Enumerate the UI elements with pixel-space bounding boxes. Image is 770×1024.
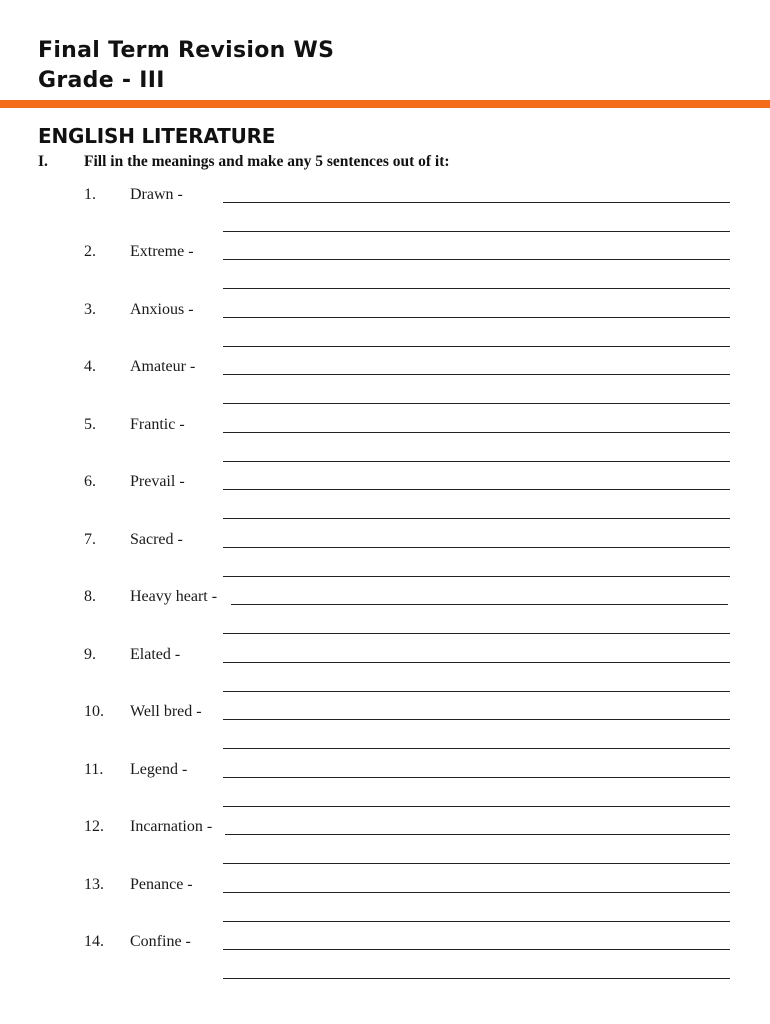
item-word: Heavy heart -: [130, 588, 218, 605]
item-word: Elated -: [130, 646, 181, 663]
meaning-answer-line[interactable]: [223, 949, 730, 950]
item-number: 3.: [84, 301, 96, 318]
vocabulary-item: [0, 243, 770, 299]
vocabulary-item: [0, 933, 770, 989]
meaning-answer-line[interactable]: [223, 489, 730, 490]
meaning-answer-line[interactable]: [223, 317, 730, 318]
vocabulary-item: [0, 646, 770, 702]
item-number: 6.: [84, 473, 96, 490]
sentence-answer-line[interactable]: [223, 921, 730, 922]
item-number: 7.: [84, 531, 96, 548]
meaning-answer-line[interactable]: [225, 834, 730, 835]
meaning-answer-line[interactable]: [223, 202, 730, 203]
sentence-answer-line[interactable]: [223, 691, 730, 692]
meaning-answer-line[interactable]: [223, 662, 730, 663]
vocabulary-item: [0, 358, 770, 414]
vocabulary-item: [0, 703, 770, 759]
vocabulary-item: [0, 588, 770, 644]
instruction-text: Fill in the meanings and make any 5 sentences out of it:: [84, 153, 450, 170]
item-word: Incarnation -: [130, 818, 213, 835]
item-number: 1.: [84, 186, 96, 203]
item-number: 13.: [84, 876, 104, 893]
vocabulary-item: [0, 416, 770, 472]
item-word: Legend -: [130, 761, 188, 778]
item-word: Sacred -: [130, 531, 183, 548]
meaning-answer-line[interactable]: [223, 432, 730, 433]
item-number: 12.: [84, 818, 104, 835]
subject-heading: ENGLISH LITERATURE: [38, 124, 276, 148]
sentence-answer-line[interactable]: [223, 748, 730, 749]
question-number: I.: [38, 153, 48, 170]
sentence-answer-line[interactable]: [223, 288, 730, 289]
sentence-answer-line[interactable]: [223, 461, 730, 462]
sentence-answer-line[interactable]: [223, 518, 730, 519]
meaning-answer-line[interactable]: [223, 374, 730, 375]
item-word: Confine -: [130, 933, 191, 950]
header-divider-bar: [0, 100, 770, 108]
vocabulary-item: [0, 301, 770, 357]
vocabulary-item: [0, 531, 770, 587]
item-word: Amateur -: [130, 358, 196, 375]
item-word: Penance -: [130, 876, 193, 893]
item-word: Frantic -: [130, 416, 185, 433]
item-word: Anxious -: [130, 301, 194, 318]
item-number: 5.: [84, 416, 96, 433]
item-number: 2.: [84, 243, 96, 260]
item-number: 10.: [84, 703, 104, 720]
meaning-answer-line[interactable]: [223, 777, 730, 778]
vocabulary-item: [0, 876, 770, 932]
meaning-answer-line[interactable]: [231, 604, 728, 605]
item-number: 8.: [84, 588, 96, 605]
meaning-answer-line[interactable]: [223, 719, 730, 720]
sentence-answer-line[interactable]: [223, 863, 730, 864]
sentence-answer-line[interactable]: [223, 806, 730, 807]
item-word: Drawn -: [130, 186, 183, 203]
sentence-answer-line[interactable]: [223, 576, 730, 577]
sentence-answer-line[interactable]: [223, 346, 730, 347]
worksheet-title: Final Term Revision WS: [38, 38, 335, 63]
sentence-answer-line[interactable]: [223, 231, 730, 232]
sentence-answer-line[interactable]: [223, 403, 730, 404]
vocabulary-item: [0, 473, 770, 529]
item-number: 9.: [84, 646, 96, 663]
meaning-answer-line[interactable]: [223, 547, 730, 548]
item-number: 4.: [84, 358, 96, 375]
item-word: Extreme -: [130, 243, 194, 260]
worksheet-header: [38, 36, 334, 96]
meaning-answer-line[interactable]: [223, 259, 730, 260]
sentence-answer-line[interactable]: [223, 633, 730, 634]
vocabulary-item: [0, 818, 770, 874]
grade-label: Grade - III: [38, 68, 165, 93]
item-word: Well bred -: [130, 703, 202, 720]
item-number: 14.: [84, 933, 104, 950]
vocabulary-item: [0, 761, 770, 817]
item-number: 11.: [84, 761, 104, 778]
vocabulary-item: [0, 186, 770, 242]
item-word: Prevail -: [130, 473, 185, 490]
sentence-answer-line[interactable]: [223, 978, 730, 979]
meaning-answer-line[interactable]: [223, 892, 730, 893]
